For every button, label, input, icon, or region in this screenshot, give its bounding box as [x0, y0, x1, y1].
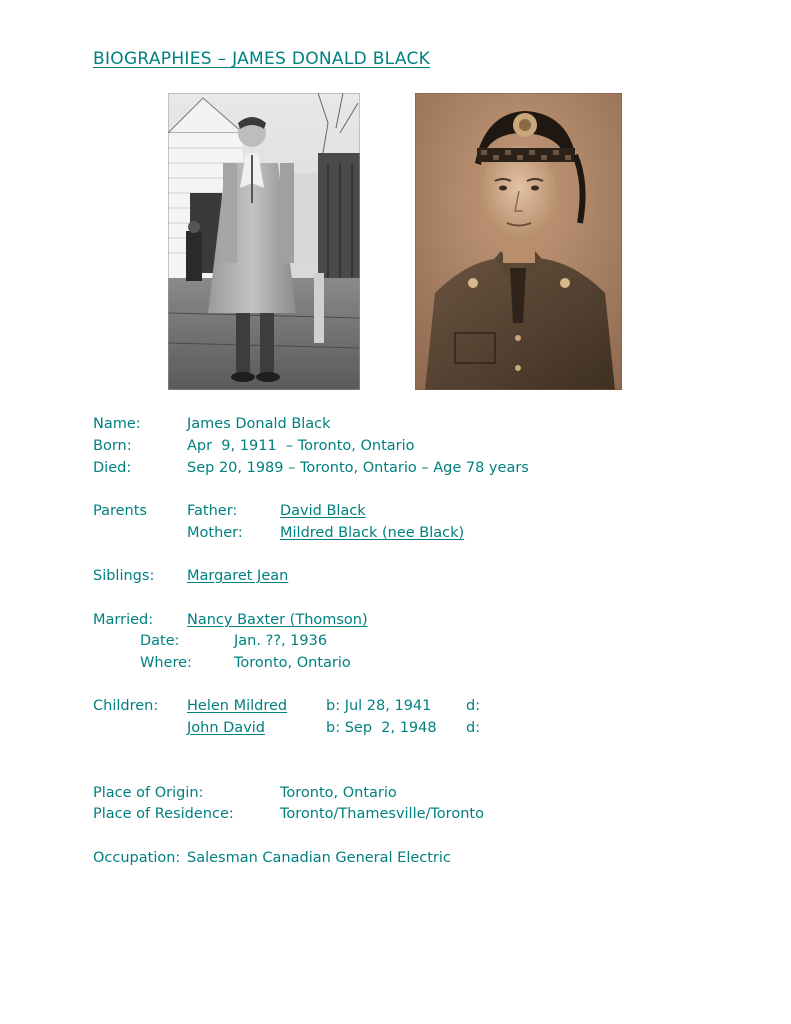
marriage-where-label: Where:	[140, 655, 192, 671]
father-link[interactable]: David Black	[280, 503, 366, 519]
children-label: Children:	[93, 698, 159, 714]
child-born: b: Jul 28, 1941	[326, 698, 432, 714]
spouse-link[interactable]: Nancy Baxter (Thomson)	[187, 612, 368, 628]
occupation-label: Occupation:	[93, 850, 181, 866]
residence-label: Place of Residence:	[93, 806, 234, 822]
left-photo	[168, 93, 360, 390]
siblings-label: Siblings:	[93, 568, 155, 584]
name-value: James Donald Black	[187, 416, 331, 432]
born-value: Apr 9, 1911 – Toronto, Ontario	[187, 438, 415, 454]
marriage-date-value: Jan. ??, 1936	[234, 633, 328, 649]
parents-label: Parents	[93, 503, 147, 519]
died-label: Died:	[93, 460, 132, 476]
child-born: b: Sep 2, 1948	[326, 720, 437, 736]
mother-link[interactable]: Mildred Black (nee Black)	[280, 525, 465, 541]
sibling-link[interactable]: Margaret Jean	[187, 568, 289, 584]
occupation-value: Salesman Canadian General Electric	[187, 850, 451, 866]
name-label: Name:	[93, 416, 141, 432]
child-died: d:	[466, 698, 481, 714]
right-photo	[415, 93, 622, 390]
young-man-photo-image	[168, 93, 360, 390]
marriage-where-value: Toronto, Ontario	[234, 655, 351, 671]
page-title: BIOGRAPHIES – JAMES DONALD BLACK	[93, 49, 431, 69]
origin-label: Place of Origin:	[93, 785, 204, 801]
military-portrait-image	[415, 93, 622, 390]
name-row	[93, 415, 141, 433]
origin-value: Toronto, Ontario	[280, 785, 397, 801]
child-died: d:	[466, 720, 481, 736]
child-link[interactable]: Helen Mildred	[187, 698, 288, 714]
died-value: Sep 20, 1989 – Toronto, Ontario – Age 78 years	[187, 460, 529, 476]
father-label: Father:	[187, 503, 238, 519]
child-link[interactable]: John David	[187, 720, 266, 736]
born-label: Born:	[93, 438, 132, 454]
married-label: Married:	[93, 612, 154, 628]
mother-label: Mother:	[187, 525, 243, 541]
residence-value: Toronto/Thamesville/Toronto	[280, 806, 484, 822]
marriage-date-label: Date:	[140, 633, 180, 649]
